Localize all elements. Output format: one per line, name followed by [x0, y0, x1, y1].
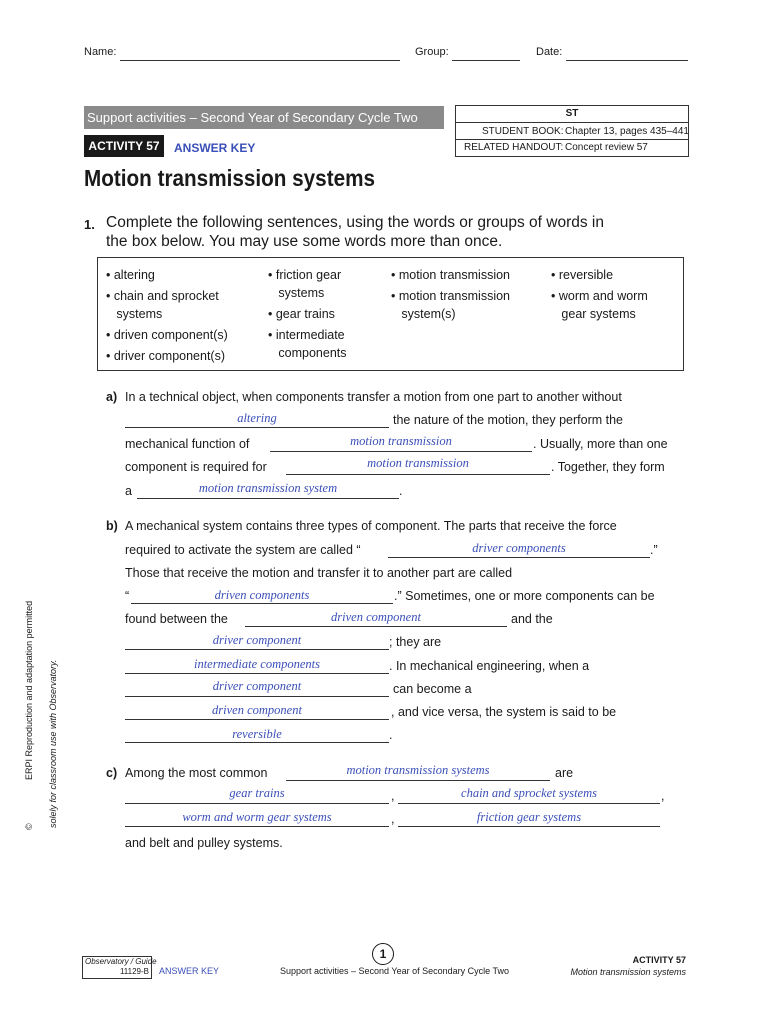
footer-answer-key: ANSWER KEY	[159, 966, 220, 976]
answer-text: driver components	[472, 541, 566, 555]
answer-text: friction gear systems	[476, 810, 582, 824]
name-label: Name:	[84, 46, 117, 58]
answer-text: motion transmission systems	[346, 763, 490, 777]
part-b-text-1: A mechanical system contains three types of component. The parts that receive the force	[125, 519, 617, 533]
page-number: 1	[372, 943, 394, 965]
part-b-text-6: .” Sometimes, one or more components can be	[394, 589, 655, 603]
list-item: • gear trains	[268, 307, 335, 321]
footer-support-title: Support activities – Second Year of Secondary Cycle Two	[280, 966, 509, 976]
list-item: • friction gear	[268, 268, 342, 282]
part-a-text-5: component is required for	[125, 460, 267, 474]
list-item: • intermediate	[268, 328, 345, 342]
question-number: 1.	[84, 217, 95, 232]
answer-text: motion transmission	[350, 434, 452, 448]
group-field[interactable]	[452, 46, 520, 61]
date-label: Date:	[536, 46, 563, 58]
list-item: • altering	[106, 268, 155, 282]
answer-key-label: ANSWER KEY	[174, 141, 256, 155]
observatory-box	[82, 956, 157, 979]
comma: ,	[391, 789, 395, 803]
observatory-line-1: Observatory / Guide	[85, 957, 157, 966]
list-item: • worm and worm	[551, 289, 648, 303]
footer-activity: ACTIVITY 57	[632, 955, 686, 965]
list-item: • reversible	[551, 268, 614, 282]
part-b-text-2: required to activate the system are called “	[125, 543, 361, 557]
part-b-text-4: Those that receive the motion and transfer it to another part are called	[125, 566, 513, 580]
name-field[interactable]	[120, 46, 400, 61]
st-label: ST	[456, 106, 688, 123]
reference-box	[455, 105, 689, 157]
part-a-text-4: . Usually, more than one	[533, 437, 668, 451]
part-b-text-12: , and vice versa, the system is said to be	[391, 705, 617, 719]
part-a-text-3: mechanical function of	[125, 437, 250, 451]
date-field[interactable]	[566, 46, 688, 61]
part-a-label: a)	[106, 390, 118, 404]
list-item: system(s)	[391, 307, 456, 321]
support-title: Support activities – Second Year of Secondary Cycle Two	[87, 110, 418, 125]
question-line-2: the box below. You may use some words more than once.	[106, 233, 503, 250]
part-b-text-7: found between the	[125, 612, 228, 626]
part-b-label: b)	[106, 519, 118, 533]
erpi-notice: ERPI Reproduction and adaptation permitted	[24, 600, 34, 780]
answer-text: worm and worm gear systems	[182, 810, 332, 824]
answer-text: reversible	[232, 727, 282, 741]
part-b-text-11: can become a	[393, 682, 472, 696]
answer-text: driven component	[331, 610, 421, 624]
group-label: Group:	[415, 46, 449, 58]
answer-text: chain and sprocket systems	[461, 786, 597, 800]
list-item: • driver component(s)	[106, 349, 226, 363]
word-box-col-3	[391, 266, 510, 323]
part-a-text-1: In a technical object, when components transfer a motion from one part to another without	[125, 390, 622, 404]
student-book-value: Chapter 13, pages 435–441	[565, 126, 689, 137]
part-c-text-1: Among the most common	[125, 766, 268, 780]
answer-text: driven components	[214, 588, 310, 602]
list-item: • driven component(s)	[106, 328, 228, 342]
related-handout-label: RELATED HANDOUT:	[464, 142, 564, 153]
answer-text: driver component	[212, 679, 302, 693]
list-item: • motion transmission	[391, 289, 511, 303]
part-a-text-7: a	[125, 484, 132, 498]
part-b-text-5: “	[125, 589, 130, 603]
observatory-line-2: 11129-B	[119, 967, 149, 976]
list-item: components	[268, 346, 347, 360]
list-item: gear systems	[551, 307, 636, 321]
classroom-use-notice: solely for classroom use with Observatory.	[48, 659, 58, 828]
part-b-text-9: ; they are	[389, 635, 442, 649]
support-banner	[84, 106, 444, 129]
part-a-text-6: . Together, they form	[551, 460, 665, 474]
part-b-text-8: and the	[511, 612, 553, 626]
word-box-col-4	[551, 266, 648, 323]
copyright-symbol: ©	[24, 823, 34, 830]
answer-text: intermediate components	[193, 657, 320, 671]
part-c-text-3: and belt and pulley systems.	[125, 836, 283, 850]
part-c-label: c)	[106, 766, 118, 780]
word-box-col-2	[268, 266, 347, 362]
list-item: systems	[268, 286, 325, 300]
answer-text: motion transmission system	[198, 481, 338, 495]
list-item: • motion transmission	[391, 268, 511, 282]
footer-subtitle: Motion transmission systems	[570, 967, 686, 977]
activity-badge: ACTIVITY 57	[84, 135, 164, 157]
word-box-col-1	[106, 266, 228, 365]
comma: ,	[391, 812, 395, 826]
answer-text: gear trains	[229, 786, 285, 800]
related-handout-value: Concept review 57	[565, 142, 648, 153]
part-c-text-2: are	[555, 766, 574, 780]
part-a-text-2: the nature of the motion, they perform the	[393, 413, 623, 427]
part-b-text-13: .	[389, 728, 393, 742]
part-b-text-10: . In mechanical engineering, when a	[389, 659, 590, 673]
student-book-label: STUDENT BOOK:	[482, 126, 564, 137]
list-item: systems	[106, 307, 163, 321]
answer-text: altering	[237, 411, 277, 425]
part-a-text-8: .	[399, 484, 403, 498]
question-line-1: Complete the following sentences, using the words or groups of words in	[106, 214, 604, 231]
answer-text: driven component	[212, 703, 302, 717]
part-b-text-3: .”	[650, 543, 658, 557]
answer-text: driver component	[212, 633, 302, 647]
page-title: Motion transmission systems	[84, 165, 376, 191]
comma: ,	[661, 789, 665, 803]
list-item: • chain and sprocket	[106, 289, 219, 303]
answer-text: motion transmission	[367, 456, 469, 470]
word-box	[97, 257, 684, 371]
